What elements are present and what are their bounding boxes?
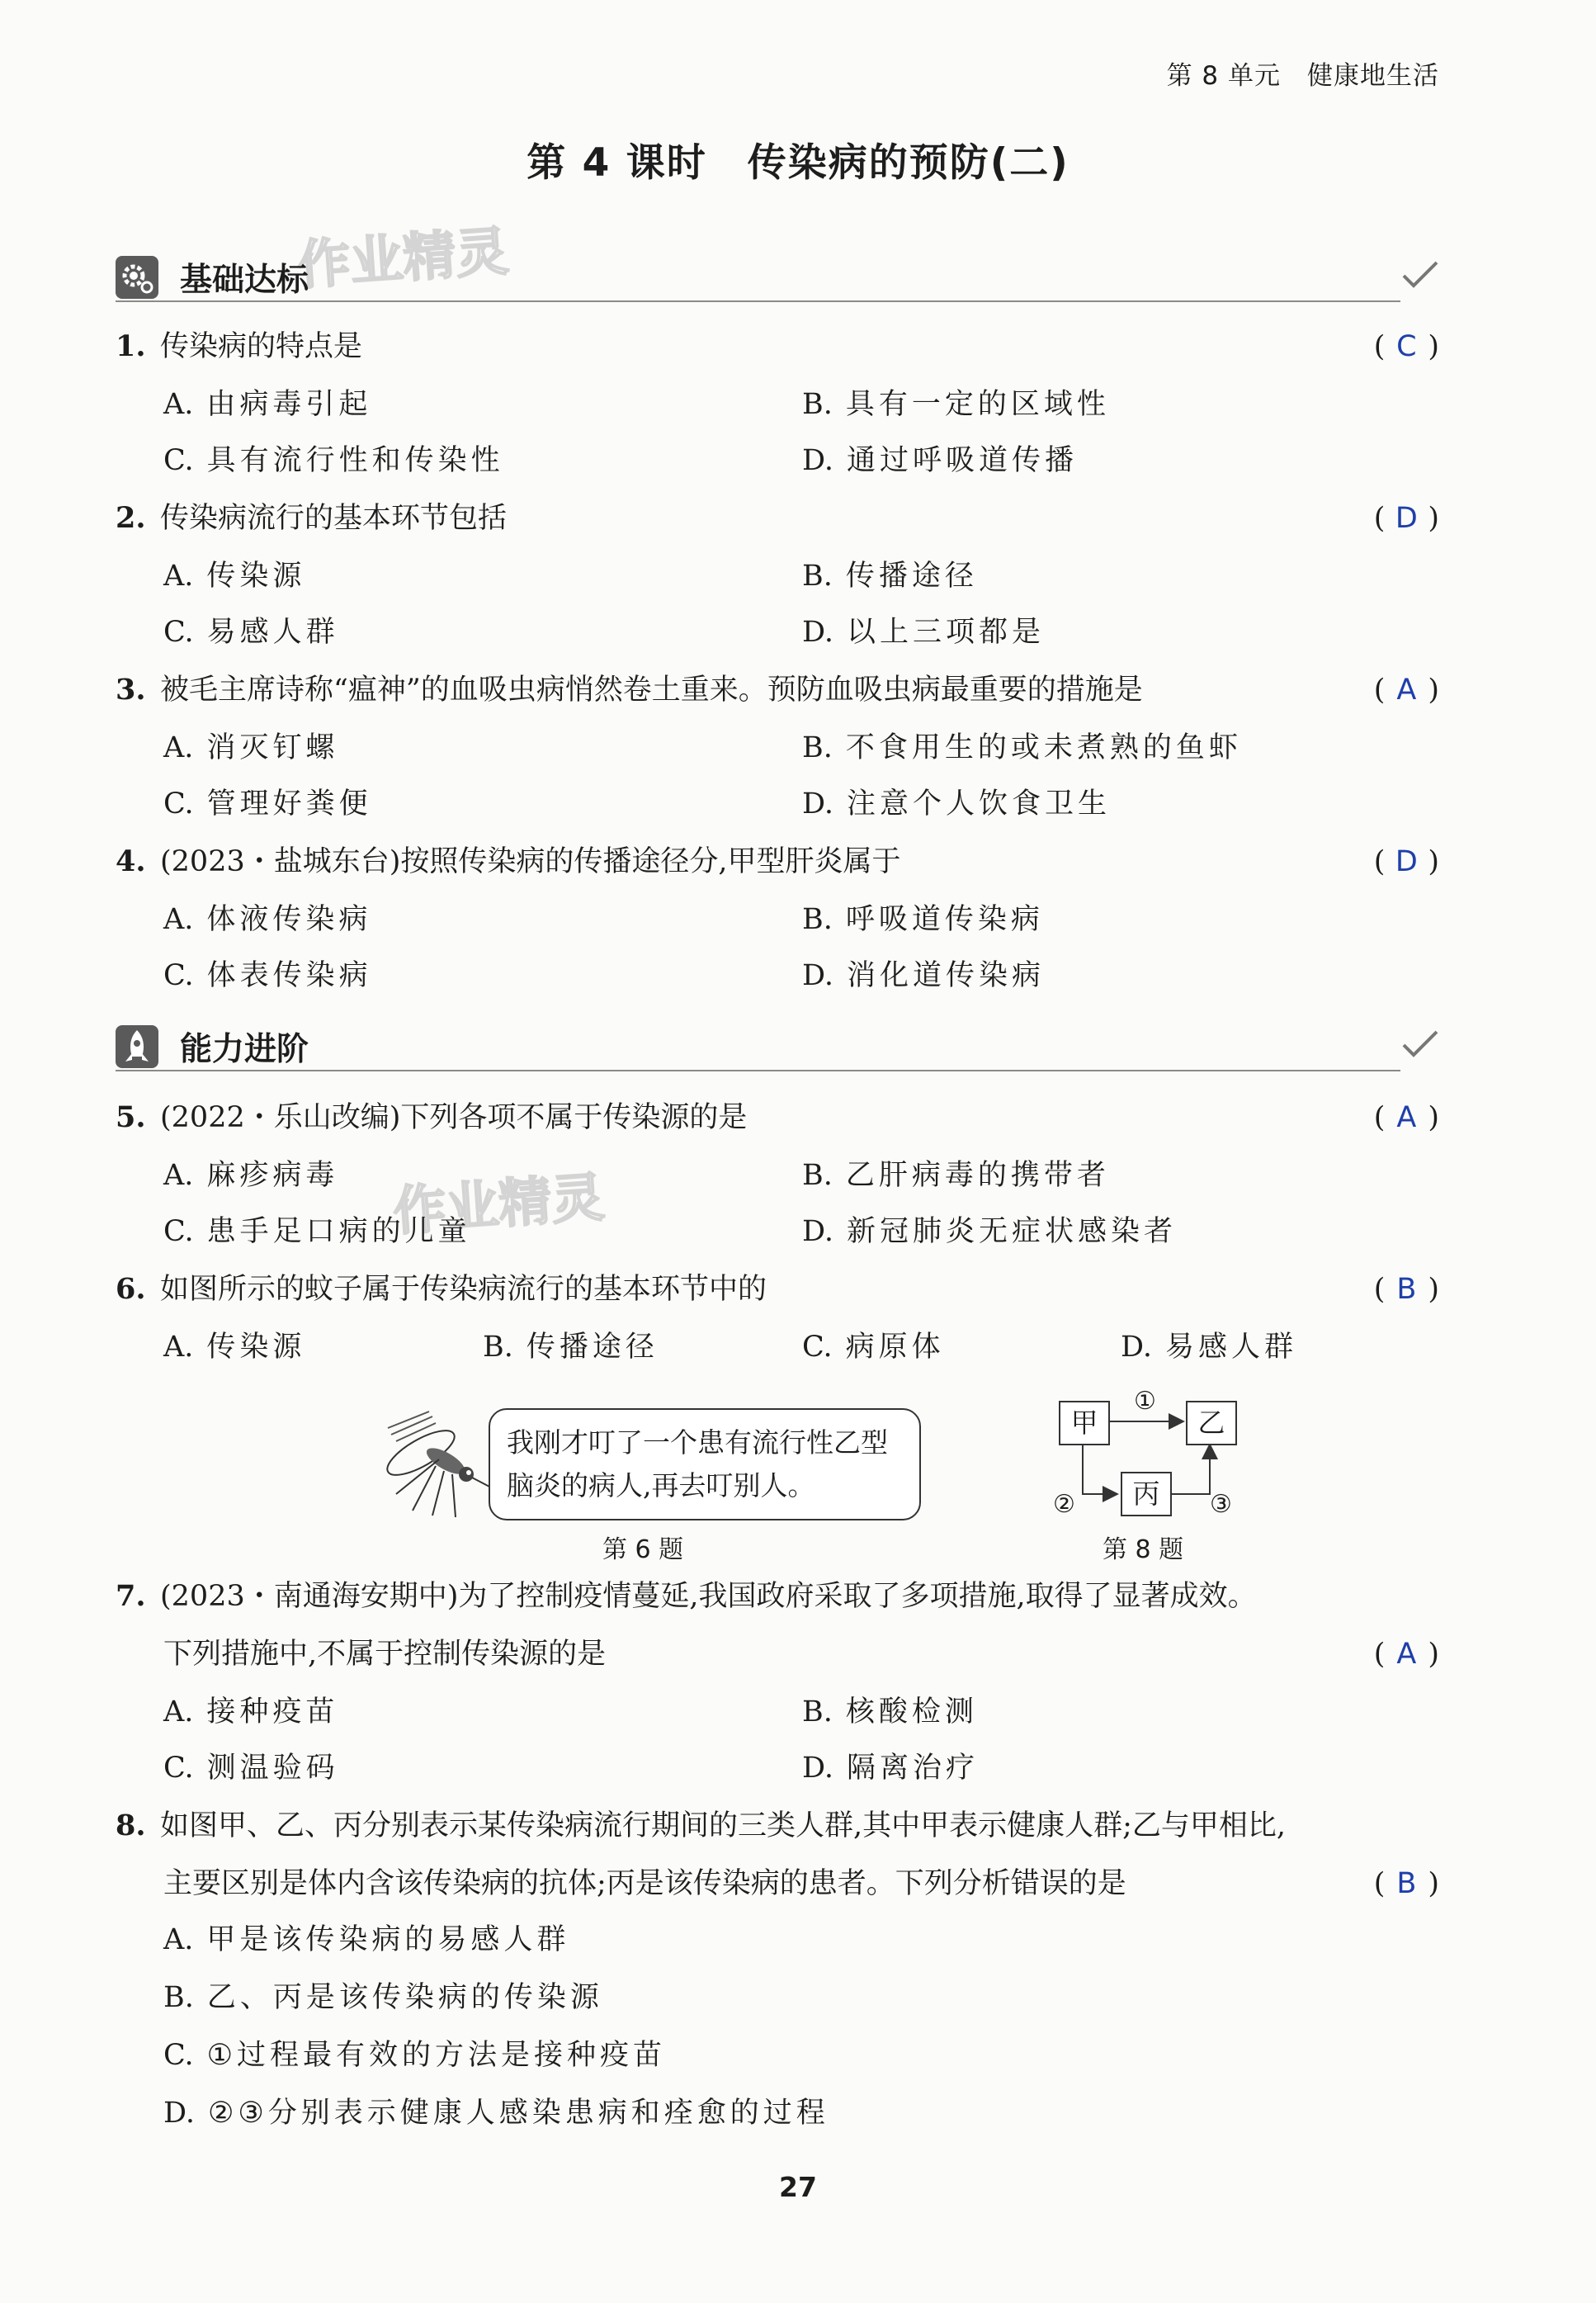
answer-2: ( D ) <box>1373 502 1439 535</box>
option: A. 传染源 <box>163 560 306 593</box>
option: B. 传播途径 <box>483 1331 659 1364</box>
label-3: ③ <box>1210 1490 1232 1519</box>
option: B. 具有一定的区域性 <box>802 388 1110 421</box>
label-1: ① <box>1134 1387 1156 1416</box>
figure-caption: 第 6 题 <box>602 1535 684 1564</box>
option: A. 体液传染病 <box>163 903 372 936</box>
option: D. 新冠肺炎无症状感染者 <box>802 1215 1177 1248</box>
option: B. 呼吸道传染病 <box>802 903 1044 936</box>
option: B. 传播途径 <box>802 560 978 593</box>
option: A. 由病毒引起 <box>163 388 372 421</box>
question-7-line2: 下列措施中,不属于控制传染源的是 <box>163 1638 607 1671</box>
option: C. 具有流行性和传染性 <box>163 444 504 477</box>
option: B. 核酸检测 <box>802 1695 978 1728</box>
unit-header: 第 8 单元 健康地生活 <box>1166 61 1439 91</box>
answer-5: ( A ) <box>1373 1101 1439 1134</box>
option: C. 易感人群 <box>163 616 339 649</box>
option: D. 以上三项都是 <box>802 616 1045 649</box>
answer-8: ( B ) <box>1373 1867 1439 1900</box>
label-2: ② <box>1053 1490 1075 1519</box>
option: A. 麻疹病毒 <box>163 1159 339 1192</box>
option: B. 不食用生的或未煮熟的鱼虾 <box>802 731 1242 764</box>
check-icon <box>1400 258 1440 291</box>
option: D. 隔离治疗 <box>802 1752 979 1785</box>
divider <box>116 300 1400 302</box>
mosquito-icon <box>363 1395 495 1519</box>
question-5: 5. (2022・乐山改编)下列各项不属于传染源的是 <box>116 1100 748 1134</box>
answer-1: ( C ) <box>1373 330 1439 363</box>
answer-3: ( A ) <box>1373 674 1439 707</box>
rocket-icon <box>116 1025 158 1068</box>
option: A. 甲是该传染病的易感人群 <box>163 1923 570 1956</box>
option: D. ②③分别表示健康人感染患病和痊愈的过程 <box>163 2097 829 2130</box>
node-yi: 乙 <box>1186 1401 1237 1445</box>
answer-4: ( D ) <box>1373 845 1439 878</box>
speech-bubble: 我刚才叮了一个患有流行性乙型 脑炎的病人,再去叮别人。 <box>489 1408 921 1520</box>
answer-6: ( B ) <box>1373 1273 1439 1306</box>
question-3: 3. 被毛主席诗称“瘟神”的血吸虫病悄然卷土重来。预防血吸虫病最重要的措施是 <box>116 673 1143 707</box>
option: A. 传染源 <box>163 1331 306 1364</box>
watermark: 作业精灵 <box>295 221 511 297</box>
question-2: 2. 传染病流行的基本环节包括 <box>116 501 508 535</box>
node-bing: 丙 <box>1121 1472 1172 1516</box>
question-8: 8. 如图甲、乙、丙分别表示某传染病流行期间的三类人群,其中甲表示健康人群;乙与甲相比, <box>116 1809 1287 1842</box>
option: C. 测温验码 <box>163 1752 339 1785</box>
question-4: 4. (2023・盐城东台)按照传染病的传播途径分,甲型肝炎属于 <box>116 844 901 878</box>
option: C. 患手足口病的儿童 <box>163 1215 471 1248</box>
option: C. 体表传染病 <box>163 959 372 992</box>
question-7: 7. (2023・南通海安期中)为了控制疫情蔓延,我国政府采取了多项措施,取得了显著成效。 <box>116 1579 1257 1613</box>
question-6: 6. 如图所示的蚊子属于传染病流行的基本环节中的 <box>116 1272 767 1306</box>
answer-7: ( A ) <box>1373 1638 1439 1671</box>
question-1: 1. 传染病的特点是 <box>116 329 363 363</box>
watermark: 作业精灵 <box>391 1167 607 1243</box>
figure-caption: 第 8 题 <box>1103 1535 1184 1564</box>
gear-icon <box>116 256 158 299</box>
option: D. 通过呼吸道传播 <box>802 444 1078 477</box>
lesson-title: 第 4 课时 传染病的预防(二) <box>526 140 1070 186</box>
option: B. 乙肝病毒的携带者 <box>802 1159 1110 1192</box>
option: D. 注意个人饮食卫生 <box>802 787 1111 820</box>
section-title: 基础达标 <box>180 262 309 299</box>
option: C. 病原体 <box>802 1331 945 1364</box>
option: C. ①过程最有效的方法是接种疫苗 <box>163 2039 667 2072</box>
page-number: 27 <box>779 2171 817 2203</box>
option: D. 易感人群 <box>1121 1331 1297 1364</box>
option: A. 消灭钉螺 <box>163 731 339 764</box>
divider <box>116 1070 1400 1071</box>
check-icon <box>1400 1027 1440 1060</box>
section-basic <box>116 253 1440 302</box>
option: A. 接种疫苗 <box>163 1695 339 1728</box>
node-jia: 甲 <box>1059 1401 1110 1445</box>
option: D. 消化道传染病 <box>802 959 1045 992</box>
section-advanced <box>116 1022 1440 1071</box>
option: C. 管理好粪便 <box>163 787 372 820</box>
option: B. 乙、丙是该传染病的传染源 <box>163 1981 603 2014</box>
question-8-line2: 主要区别是体内含该传染病的抗体;丙是该传染病的患者。下列分析错误的是 <box>163 1867 1126 1900</box>
section-title: 能力进阶 <box>180 1031 309 1068</box>
